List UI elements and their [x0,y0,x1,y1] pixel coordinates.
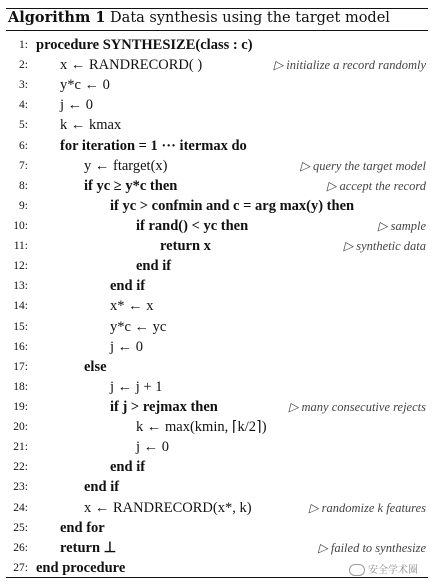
line-code: if yc > confmin and c = arg max(y) then [110,197,355,214]
line-number: 22: [13,461,28,474]
algorithm-line [0,518,434,538]
watermark-text: 安全学术圈 [368,565,418,576]
line-comment: ▷ accept the record [326,178,426,193]
line-number: 26: [13,541,28,554]
algorithm-line [0,115,434,135]
line-comment: ▷ randomize k features [308,500,426,515]
line-number: 2: [19,59,28,72]
algorithm-line [0,457,434,477]
line-number: 23: [13,481,28,494]
algorithm-line [0,176,434,196]
title-rule [6,30,428,31]
algorithm-line [0,35,434,55]
line-comment: ▷ failed to synthesize [318,540,426,555]
algorithm-line [0,55,434,75]
line-number: 24: [13,501,28,514]
line-number: 18: [13,380,28,393]
line-code: if yc ≥ y*c then [84,177,178,194]
line-code: k ← max(kmin, ⌈k/2⌉) [136,419,267,436]
wechat-icon [349,564,365,576]
algorithm-line [0,156,434,176]
line-number: 15: [13,320,28,333]
line-number: 4: [19,99,28,112]
line-code: end if [110,278,146,295]
line-comment: ▷ initialize a record randomly [273,58,426,73]
line-comment: ▷ synthetic data [343,239,426,254]
algorithm-label: Algorithm 1 [8,9,106,26]
line-code: end if [110,459,146,476]
bottom-rule [6,577,428,578]
line-code: return ⊥ [60,539,117,556]
line-number: 14: [13,300,28,313]
line-code: if rand() < yc then [136,217,249,234]
line-number: 21: [13,441,28,454]
algorithm-line [0,276,434,296]
line-code: x* ← x [110,298,154,315]
algorithm-line [0,317,434,337]
line-number: 5: [19,119,28,132]
line-number: 7: [19,159,28,172]
line-number: 27: [13,561,28,574]
line-comment: ▷ query the target model [300,158,426,173]
line-code: y*c ← yc [110,318,167,335]
line-code: k ← kmax [60,117,122,134]
line-number: 20: [13,421,28,434]
algorithm-line [0,377,434,397]
line-number: 16: [13,340,28,353]
line-number: 10: [13,219,28,232]
algorithm-line [0,256,434,276]
algorithm-line [0,477,434,497]
algorithm-line [0,95,434,115]
algorithm-line [0,136,434,156]
line-code: if j > rejmax then [110,398,218,415]
line-code: end for [60,519,105,536]
line-code: procedure SYNTHESIZE(class : c) [36,37,253,53]
algorithm-line [0,498,434,518]
algorithm-caption: Data synthesis using the target model [110,10,390,26]
line-number: 13: [13,280,28,293]
line-code: end if [84,479,120,496]
line-code: y ← ftarget(x) [84,157,168,174]
algorithm-line [0,337,434,357]
line-comment: ▷ many consecutive rejects [288,399,426,414]
line-code: j ← j + 1 [110,378,163,395]
algorithm-body [0,35,434,578]
line-number: 9: [19,199,28,212]
algorithm-line [0,417,434,437]
line-number: 1: [19,39,28,51]
algorithm-line [0,538,434,558]
line-code: end procedure [36,559,126,576]
line-number: 17: [13,360,28,373]
algorithm-line [0,437,434,457]
algorithm-title [8,9,390,26]
algorithm-line [0,75,434,95]
line-number: 11: [13,240,28,253]
line-number: 8: [19,179,28,192]
line-code: y*c ← 0 [60,77,110,94]
line-code: x ← RANDRECORD( ) [60,57,203,74]
algorithm-line [0,196,434,216]
algorithm-line [0,357,434,377]
line-code: j ← 0 [60,97,94,114]
algorithm-line [0,236,434,256]
line-comment: ▷ sample [377,218,426,233]
algorithm-line [0,296,434,316]
algorithm-line [0,216,434,236]
line-number: 12: [13,260,28,273]
line-code: return x [160,238,211,255]
line-code: j ← 0 [136,439,170,456]
line-number: 19: [13,400,28,413]
line-number: 25: [13,521,28,534]
line-code: else [84,358,107,375]
algorithm-line [0,397,434,417]
line-code: j ← 0 [110,338,144,355]
line-number: 6: [19,139,28,152]
watermark [347,561,420,576]
line-code: end if [136,258,172,275]
line-code: for iteration = 1 ··· itermax do [60,137,247,154]
line-code: x ← RANDRECORD(x*, k) [84,499,252,516]
line-number: 3: [19,79,28,92]
